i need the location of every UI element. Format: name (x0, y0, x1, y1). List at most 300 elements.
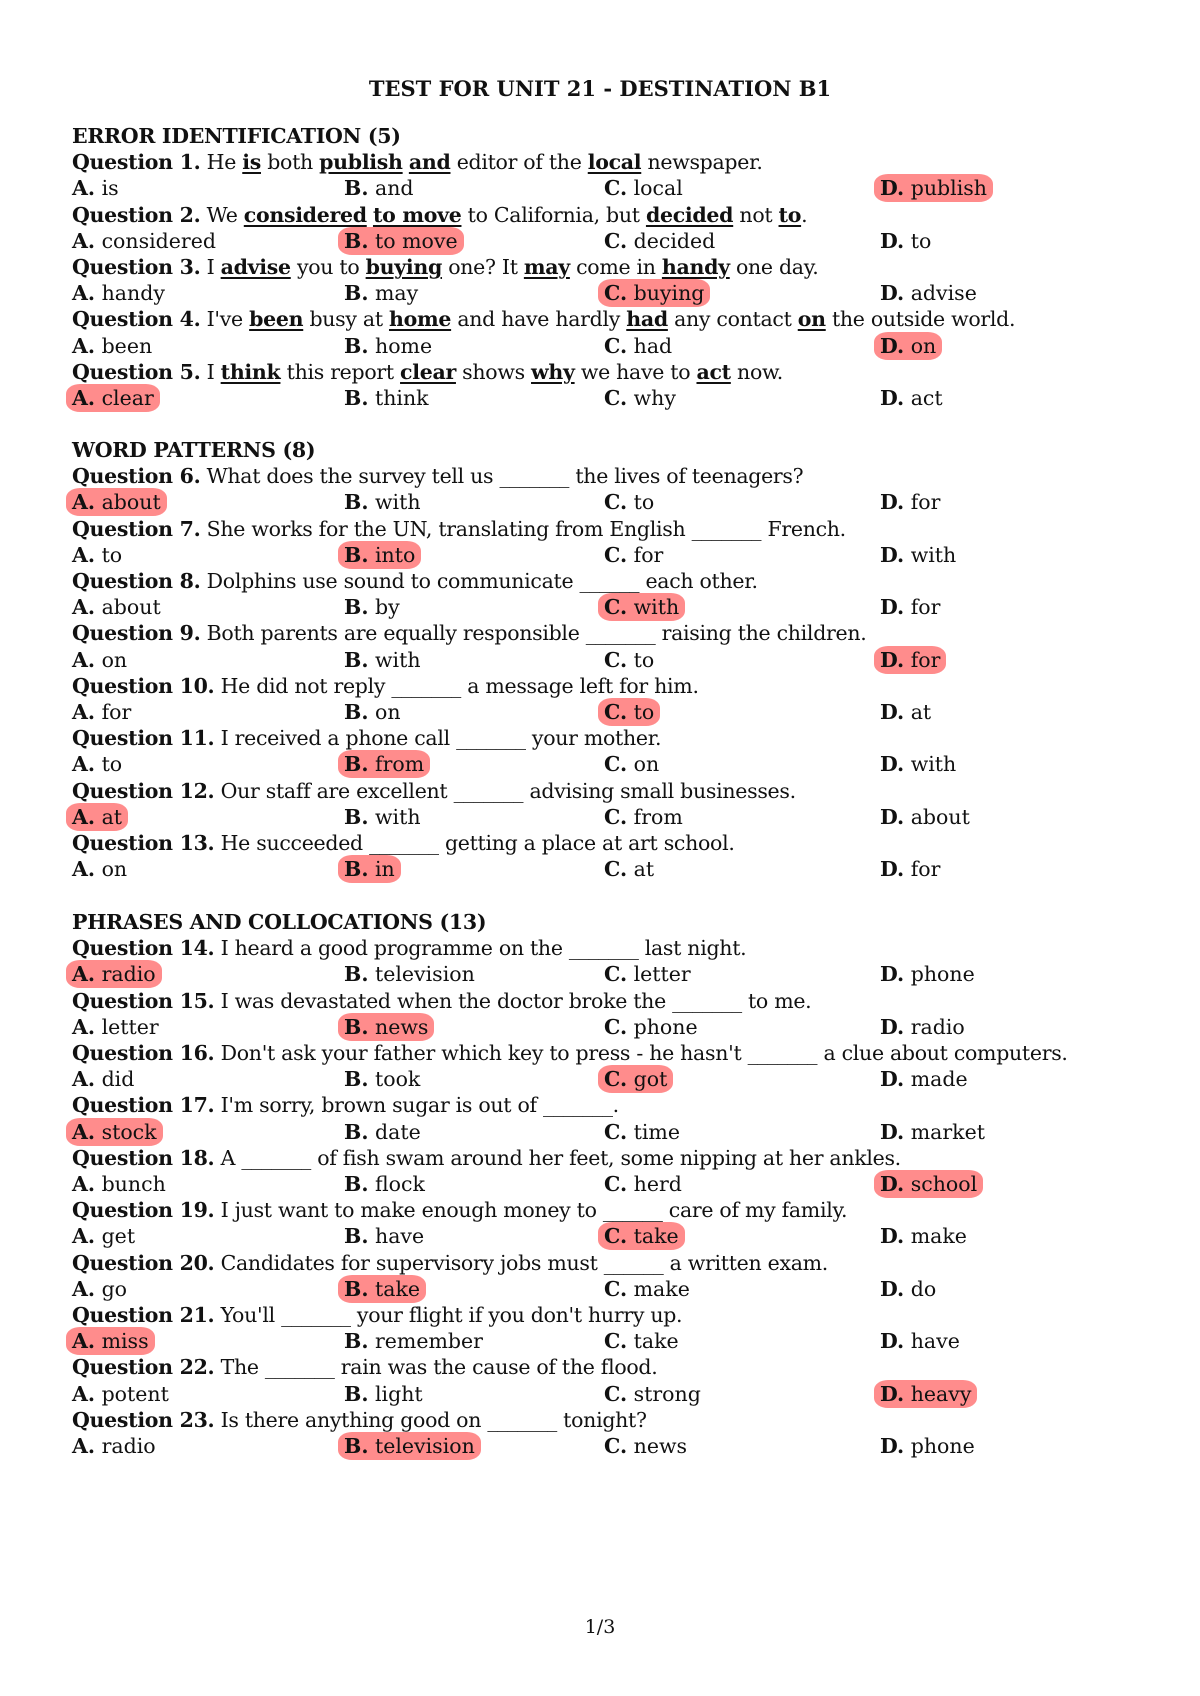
option-letter: C. (604, 228, 628, 253)
question-label: Question 16. (72, 1041, 215, 1065)
question-text: Question 6. What does the survey tell us _______ the lives of teenagers? (72, 464, 804, 489)
answer-option (598, 1118, 686, 1146)
question-label: Question 23. (72, 1407, 215, 1432)
answer-option (874, 384, 949, 412)
question-label: Question 19. (72, 1198, 215, 1223)
highlighted-answer-option (598, 1065, 673, 1093)
option-letter: D. (880, 595, 905, 620)
answer-option (66, 332, 158, 360)
answer-option (598, 803, 689, 831)
answer-option (874, 1065, 974, 1093)
option-letter: B. (344, 490, 369, 515)
option-letter: D. (880, 490, 905, 515)
option-letter: C. (604, 595, 628, 620)
answer-option (338, 593, 406, 621)
question-text: Question 19. I just want to make enough money to ______ care of my family. (72, 1198, 848, 1223)
answer-option (66, 227, 222, 255)
option-text: at (627, 857, 655, 882)
highlighted-answer-option (874, 1170, 983, 1198)
option-letter: C. (604, 1014, 628, 1039)
option-text: have (904, 1329, 960, 1354)
answer-option (874, 279, 983, 307)
underlined-word: to move (372, 202, 462, 227)
option-text: by (368, 595, 400, 620)
option-text: think (368, 386, 429, 410)
option-text: to move (368, 228, 458, 253)
option-letter: B. (344, 281, 369, 306)
underlined-word: why (531, 359, 575, 384)
option-text: phone (904, 1434, 975, 1458)
answer-option (874, 1118, 991, 1146)
option-text: market (904, 1119, 985, 1144)
option-text: with (627, 595, 680, 620)
question-text: Question 9. Both parents are equally responsible _______ raising the children. (72, 621, 867, 646)
option-text: to (95, 542, 123, 567)
question-text: Question 21. You'll _______ your flight if you don't hurry up. (72, 1303, 683, 1327)
option-text: on (368, 700, 401, 724)
highlighted-answer-option (66, 384, 160, 412)
option-letter: B. (344, 857, 369, 882)
highlighted-answer-option (874, 332, 942, 360)
option-letter: D. (880, 1014, 905, 1039)
question-label: Question 5. (72, 359, 201, 384)
underlined-word: may (523, 255, 570, 279)
options-row (72, 1327, 1152, 1355)
option-text: in (368, 857, 395, 882)
answer-option (66, 1170, 172, 1198)
option-text: news (627, 1434, 688, 1458)
underlined-word: local (587, 150, 642, 175)
option-letter: B. (344, 1276, 369, 1301)
option-text: letter (95, 1014, 159, 1039)
answer-option (338, 1170, 431, 1198)
option-text: did (95, 1067, 135, 1092)
option-text: home (368, 333, 433, 358)
option-text: advise (904, 281, 977, 306)
answer-option (598, 174, 689, 202)
answer-option (338, 488, 427, 516)
option-letter: B. (344, 1329, 369, 1354)
question-label: Question 21. (72, 1303, 215, 1327)
option-letter: A. (72, 752, 96, 777)
option-letter: B. (344, 228, 369, 253)
options-row (72, 593, 1152, 621)
option-text: to (627, 490, 655, 515)
option-text: phone (904, 962, 975, 987)
option-text: on (627, 752, 660, 777)
highlighted-answer-option (874, 1380, 977, 1408)
option-letter: A. (72, 857, 96, 882)
options-row (72, 803, 1152, 831)
option-letter: B. (344, 700, 369, 724)
answer-option (338, 803, 427, 831)
highlighted-answer-option (66, 1327, 155, 1355)
option-letter: C. (604, 1381, 628, 1406)
option-text: for (904, 647, 941, 672)
answer-option (66, 646, 133, 674)
options-row (72, 855, 1152, 883)
answer-option (66, 1380, 175, 1408)
answer-option (874, 1432, 981, 1460)
option-letter: A. (72, 1119, 96, 1144)
option-text: to (627, 700, 655, 724)
option-letter: A. (72, 1329, 96, 1354)
question-text: Question 23. Is there anything good on _______ tonight? (72, 1407, 647, 1432)
highlighted-answer-option (338, 227, 464, 255)
option-letter: C. (604, 1067, 628, 1092)
answer-option (66, 593, 167, 621)
option-text: for (904, 490, 941, 515)
answer-option (338, 174, 420, 202)
question-text: Question 8. Dolphins use sound to communicate ______ each other. (72, 569, 758, 593)
question-label: Question 18. (72, 1145, 215, 1170)
question-label: Question 3. (72, 255, 201, 279)
answer-option (598, 227, 721, 255)
answer-option (66, 1065, 140, 1093)
answer-option (874, 227, 937, 255)
option-letter: A. (72, 962, 96, 987)
option-letter: C. (604, 490, 628, 515)
question-text: Question 17. I'm sorry, brown sugar is out of _______. (72, 1093, 619, 1118)
option-letter: B. (344, 595, 369, 620)
option-text: got (627, 1067, 668, 1092)
answer-option (874, 750, 962, 778)
answer-option (338, 646, 427, 674)
question-label: Question 20. (72, 1250, 215, 1275)
option-text: school (904, 1172, 978, 1196)
option-text: for (627, 542, 664, 567)
option-text: at (95, 804, 123, 829)
option-text: with (904, 542, 957, 567)
option-letter: B. (344, 1172, 369, 1196)
option-text: with (904, 752, 957, 777)
question-label: Question 7. (72, 516, 201, 541)
option-text: is (95, 176, 119, 201)
question-label: Question 12. (72, 778, 215, 803)
answer-option (338, 1327, 489, 1355)
question-text: Question 15. I was devastated when the doctor broke the _______ to me. (72, 988, 812, 1013)
highlighted-answer-option (874, 646, 946, 674)
option-letter: B. (344, 176, 369, 201)
option-text: miss (95, 1329, 149, 1354)
answer-option (874, 593, 946, 621)
options-row (72, 698, 1152, 726)
question-text: Question 14. I heard a good programme on the _______ last night. (72, 936, 747, 961)
option-text: considered (95, 228, 216, 253)
option-letter: C. (604, 752, 628, 777)
page-number: 1/3 (584, 1616, 616, 1638)
answer-option (66, 541, 128, 569)
option-text: have (368, 1224, 425, 1249)
option-text: with (368, 647, 421, 672)
answer-option (874, 1327, 966, 1355)
answer-option (598, 750, 665, 778)
option-letter: D. (880, 962, 905, 987)
answer-option (598, 960, 697, 988)
options-row (72, 1170, 1152, 1198)
option-letter: A. (72, 542, 96, 567)
options-row (72, 541, 1152, 569)
question-text: Question 18. A _______ of fish swam around her feet, some nipping at her ankles. (72, 1145, 901, 1170)
option-letter: A. (72, 647, 96, 672)
option-text: date (368, 1119, 421, 1144)
underlined-word: think (220, 359, 281, 384)
answer-option (66, 855, 133, 883)
option-text: light (368, 1381, 423, 1406)
question-text: Question 20. Candidates for supervisory jobs must ______ a written exam. (72, 1250, 828, 1275)
option-letter: C. (604, 1434, 628, 1458)
highlighted-answer-option (338, 1432, 481, 1460)
option-letter: D. (880, 281, 905, 306)
answer-option (598, 332, 678, 360)
option-text: remember (368, 1329, 483, 1354)
option-text: stock (95, 1119, 157, 1144)
answer-option (338, 1118, 427, 1146)
underlined-word: on (797, 307, 826, 332)
highlighted-answer-option (338, 1275, 426, 1303)
option-text: potent (95, 1381, 169, 1406)
option-letter: D. (880, 700, 905, 724)
option-text: on (95, 647, 128, 672)
option-letter: B. (344, 542, 369, 567)
option-text: get (95, 1224, 136, 1249)
option-text: into (368, 542, 416, 567)
answer-option (598, 1275, 696, 1303)
answer-option (66, 698, 137, 726)
highlighted-answer-option (338, 1013, 434, 1041)
option-text: made (904, 1067, 968, 1092)
question-label: Question 22. (72, 1355, 215, 1380)
answer-option (874, 855, 946, 883)
question-text: Question 3. I advise you to buying one? It may come in handy one day. (72, 255, 819, 279)
option-text: on (904, 333, 937, 358)
option-text: strong (627, 1381, 701, 1406)
option-text: on (95, 857, 128, 882)
highlighted-answer-option (66, 960, 162, 988)
highlighted-answer-option (338, 541, 421, 569)
option-letter: A. (72, 490, 96, 515)
option-letter: D. (880, 1067, 905, 1092)
option-letter: A. (72, 176, 96, 201)
question-label: Question 11. (72, 726, 215, 751)
option-letter: D. (880, 1172, 905, 1196)
highlighted-answer-option (66, 803, 128, 831)
answer-option (874, 698, 937, 726)
option-text: do (904, 1276, 937, 1301)
answer-option (338, 1380, 429, 1408)
option-text: take (368, 1276, 420, 1301)
option-letter: B. (344, 804, 369, 829)
options-row (72, 1118, 1152, 1146)
question-text: Question 12. Our staff are excellent _______ advising small businesses. (72, 778, 796, 803)
option-text: make (904, 1224, 967, 1249)
option-text: to (904, 228, 932, 253)
options-row (72, 1222, 1152, 1250)
option-letter: D. (880, 386, 905, 410)
answer-option (66, 1275, 133, 1303)
answer-option (338, 279, 424, 307)
option-letter: D. (880, 1329, 905, 1354)
option-letter: B. (344, 1434, 369, 1458)
option-letter: B. (344, 1119, 369, 1144)
underlined-word: home (388, 307, 452, 332)
highlighted-answer-option (66, 488, 167, 516)
option-letter: D. (880, 647, 905, 672)
options-row (72, 1380, 1152, 1408)
option-letter: B. (344, 333, 369, 358)
option-text: television (368, 962, 475, 987)
option-text: clear (95, 386, 154, 410)
options-row (72, 332, 1152, 360)
option-letter: C. (604, 647, 628, 672)
option-letter: A. (72, 804, 96, 829)
answer-option (338, 332, 438, 360)
option-text: act (904, 386, 943, 410)
options-row (72, 1275, 1152, 1303)
option-text: bunch (95, 1172, 166, 1196)
answer-option (874, 960, 981, 988)
option-text: about (95, 595, 161, 620)
options-row (72, 750, 1152, 778)
section-heading: ERROR IDENTIFICATION (5) (72, 124, 401, 148)
answer-option (338, 384, 435, 412)
highlighted-answer-option (66, 1118, 163, 1146)
option-letter: C. (604, 700, 628, 724)
option-letter: A. (72, 1014, 96, 1039)
option-letter: C. (604, 542, 628, 567)
answer-option (598, 541, 669, 569)
underlined-word: had (626, 307, 668, 332)
question-label: Question 13. (72, 831, 215, 855)
option-letter: B. (344, 752, 369, 777)
section-heading: PHRASES AND COLLOCATIONS (13) (72, 910, 487, 934)
answer-option (598, 1170, 688, 1198)
question-text: Question 13. He succeeded _______ getting a place at art school. (72, 831, 735, 855)
underlined-word: to (778, 202, 802, 227)
underlined-word: and (408, 150, 451, 175)
underlined-word: buying (365, 255, 443, 279)
option-letter: A. (72, 700, 96, 724)
option-letter: D. (880, 804, 905, 829)
option-text: and (368, 176, 414, 201)
underlined-word: is (242, 150, 261, 175)
option-text: letter (627, 962, 691, 987)
option-letter: D. (880, 1381, 905, 1406)
option-text: handy (95, 281, 165, 306)
question-text: Question 16. Don't ask your father which key to press - he hasn't _______ a clue about computers. (72, 1041, 1068, 1065)
option-letter: C. (604, 1224, 628, 1249)
option-letter: A. (72, 1434, 96, 1458)
option-text: make (627, 1276, 690, 1301)
answer-option (874, 1275, 942, 1303)
option-text: may (368, 281, 419, 306)
option-text: had (627, 333, 673, 358)
question-label: Question 6. (72, 464, 201, 489)
option-letter: C. (604, 1119, 628, 1144)
option-text: time (627, 1119, 680, 1144)
options-row (72, 174, 1152, 202)
question-label: Question 8. (72, 569, 201, 593)
option-text: radio (95, 1434, 156, 1458)
options-row (72, 384, 1152, 412)
options-row (72, 1065, 1152, 1093)
option-letter: A. (72, 1276, 96, 1301)
option-text: from (368, 752, 425, 777)
answer-option (598, 1013, 704, 1041)
option-letter: D. (880, 752, 905, 777)
option-letter: A. (72, 281, 96, 306)
question-label: Question 2. (72, 202, 201, 227)
option-text: news (368, 1014, 429, 1039)
option-letter: C. (604, 804, 628, 829)
option-letter: A. (72, 1224, 96, 1249)
option-letter: D. (880, 1276, 905, 1301)
option-letter: A. (72, 333, 96, 358)
option-text: why (627, 386, 676, 410)
question-text: Question 22. The _______ rain was the cause of the flood. (72, 1355, 658, 1380)
answer-option (598, 855, 660, 883)
answer-option (598, 488, 660, 516)
option-text: heavy (904, 1381, 972, 1406)
options-row (72, 488, 1152, 516)
option-letter: A. (72, 386, 96, 410)
option-letter: B. (344, 1067, 369, 1092)
option-letter: C. (604, 1276, 628, 1301)
underlined-word: considered (243, 202, 367, 227)
options-row (72, 1432, 1152, 1460)
option-letter: D. (880, 1119, 905, 1144)
option-letter: D. (880, 333, 905, 358)
option-text: phone (627, 1014, 698, 1039)
question-text: Question 2. We considered to move to California, but decided not to. (72, 202, 808, 227)
option-text: herd (627, 1172, 682, 1196)
question-label: Question 14. (72, 936, 215, 961)
answer-option (598, 1327, 685, 1355)
answer-option (338, 960, 481, 988)
option-text: radio (95, 962, 156, 987)
underlined-word: advise (220, 255, 291, 279)
option-text: about (904, 804, 970, 829)
option-text: with (368, 490, 421, 515)
option-letter: B. (344, 1224, 369, 1249)
option-text: for (904, 857, 941, 882)
option-text: flock (368, 1172, 425, 1196)
answer-option (66, 1432, 162, 1460)
answer-option (66, 174, 125, 202)
underlined-word: decided (645, 202, 734, 227)
option-text: television (368, 1434, 475, 1458)
answer-option (66, 1222, 141, 1250)
answer-option (598, 1380, 707, 1408)
options-row (72, 227, 1152, 255)
option-letter: C. (604, 962, 628, 987)
underlined-word: been (249, 307, 304, 332)
options-row (72, 646, 1152, 674)
option-letter: A. (72, 1172, 96, 1196)
answer-option (338, 1065, 426, 1093)
underlined-word: clear (400, 359, 456, 384)
option-text: took (368, 1067, 421, 1092)
question-text: Question 1. He is both publish and editor of the local newspaper. (72, 150, 763, 175)
option-letter: B. (344, 1381, 369, 1406)
option-text: decided (627, 228, 716, 253)
underlined-word: handy (661, 255, 730, 279)
page-title: TEST FOR UNIT 21 - DESTINATION B1 (368, 76, 832, 101)
option-text: take (627, 1224, 679, 1249)
highlighted-answer-option (338, 855, 401, 883)
underlined-word: act (696, 359, 731, 384)
option-letter: B. (344, 647, 369, 672)
